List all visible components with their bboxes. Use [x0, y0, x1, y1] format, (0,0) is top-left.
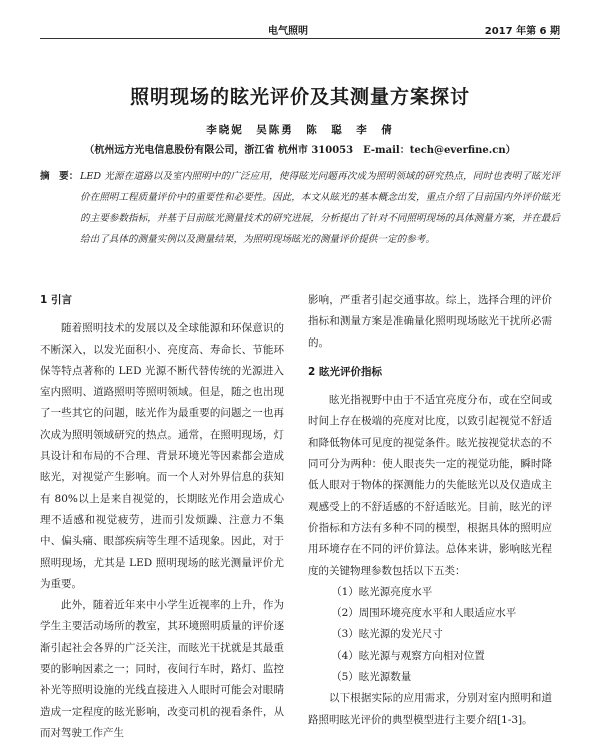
section-heading-glare-indices: 2 眩光评价指标	[308, 365, 382, 378]
intro-paragraph-1: 随着照明技术的发展以及全球能源和环保意识的不断深入，以发光面积小、亮度高、寿命长、节能环保等特点著称的 LED 光源不断代替传统的光源进入室内照明、道路照明等照明领域。但是，随之也出现了一些其它的问题，眩光作为最重要的问题之一也再次成为照明领域研究的热点。通常，在照明现场，灯具设计和布局的不合理、背景环境光等因素都会造成眩光，对视觉产生影响。而一个人对外界信息的获知有 80%以上是来自视觉的，长期眩光作用会造成心理不适感和视觉疲劳，进而引发烦躁、注意力不集中、偏头痛、眼部疾病等生理不适现象。因此，对于照明现场，尤其是 LED 照明现场的眩光测量评价尤为重要。	[40, 322, 284, 590]
section-heading-introduction: 1 引言	[40, 294, 72, 306]
paper-title: 照明现场的眩光评价及其测量方案探讨	[129, 86, 470, 108]
author-affiliation: （杭州远方光电信息股份有限公司，浙江省 杭州市 310053 E-mail：tech@everfine.cn）	[84, 145, 516, 156]
abstract-label: 摘 要：	[40, 171, 79, 182]
abstract	[40, 166, 560, 250]
journal-name: 电气照明	[268, 26, 308, 37]
intro-paragraph-continued: 影响，严重者引起交通事故。综上，选择合理的评价指标和测量方案是准确量化照明现场眩光干扰所必需的。	[308, 294, 552, 349]
issue-number: 2017 年第 6 期	[484, 26, 560, 37]
list-item: （5）眩光源数量	[331, 671, 412, 684]
glare-paragraph-1: 眩光指视野中由于不适宜亮度分布，或在空间或时间上存在极端的亮度对比度，以致引起视觉不舒适和降低物体可见度的视觉条件。眩光按视觉状态的不同可分为两种：使人眼丧失一定的视觉功能，瞬时降低人眼对于物体的探测能力的失能眩光以及仅造成主观感受上的不舒适感的不舒适眩光。目前，眩光的评价指标和方法有多种不同的模型，根据具体的照明应用环境存在不同的评价算法。总体来讲，影响眩光程度的关键物理参数包括以下五类：	[308, 394, 552, 577]
intro-paragraph-2: 此外，随着近年来中小学生近视率的上升，作为学生主要活动场所的教室，其环境照明质量的评价逐渐引起社会各界的广泛关注，而眩光干扰就是其最重要的影响因素之一；同时，夜间行车时，路灯、监控补光等照明设施的光线直接进入人眼时可能会对眼睛造成一定程度的眩光影响，改变司机的视看条件，从而对驾驶工作产生	[40, 599, 284, 739]
author-list: 李晓妮 吴陈勇 陈 聪 李 倩	[206, 124, 394, 136]
abstract-text: LED 光源在道路以及室内照明中的广泛应用，使得眩光问题再次成为照明领域的研究热点，同时也表明了眩光评价在照明工程质量评价中的重要性和必要性。因此，本文从眩光的基本概念出发，重点介绍了目前国内外评价眩光的主要参数指标，并基于目前眩光测量技术的研究进展，分析提出了针对不同照明现场的具体测量方案，并在最后给出了具体的测量实例以及测量结果，为照明现场眩光的测量评价提供一定的参考。	[80, 171, 560, 245]
running-header	[40, 22, 560, 38]
left-column	[40, 290, 284, 744]
glare-parameter-list	[308, 582, 552, 688]
list-item: （1）眩光源亮度水平	[331, 585, 433, 598]
right-column	[308, 290, 552, 731]
glare-paragraph-2: 以下根据实际的应用需求，分别对室内照明和道路照明眩光评价的典型模型进行主要介绍[1-3]。	[308, 692, 552, 726]
list-item: （4）眩光源与观察方向相对位置	[331, 649, 485, 662]
header-divider	[40, 38, 560, 39]
list-item: （2）周围环境亮度水平和人眼适应水平	[331, 607, 517, 620]
list-item: （3）眩光源的发光尺寸	[331, 628, 443, 641]
